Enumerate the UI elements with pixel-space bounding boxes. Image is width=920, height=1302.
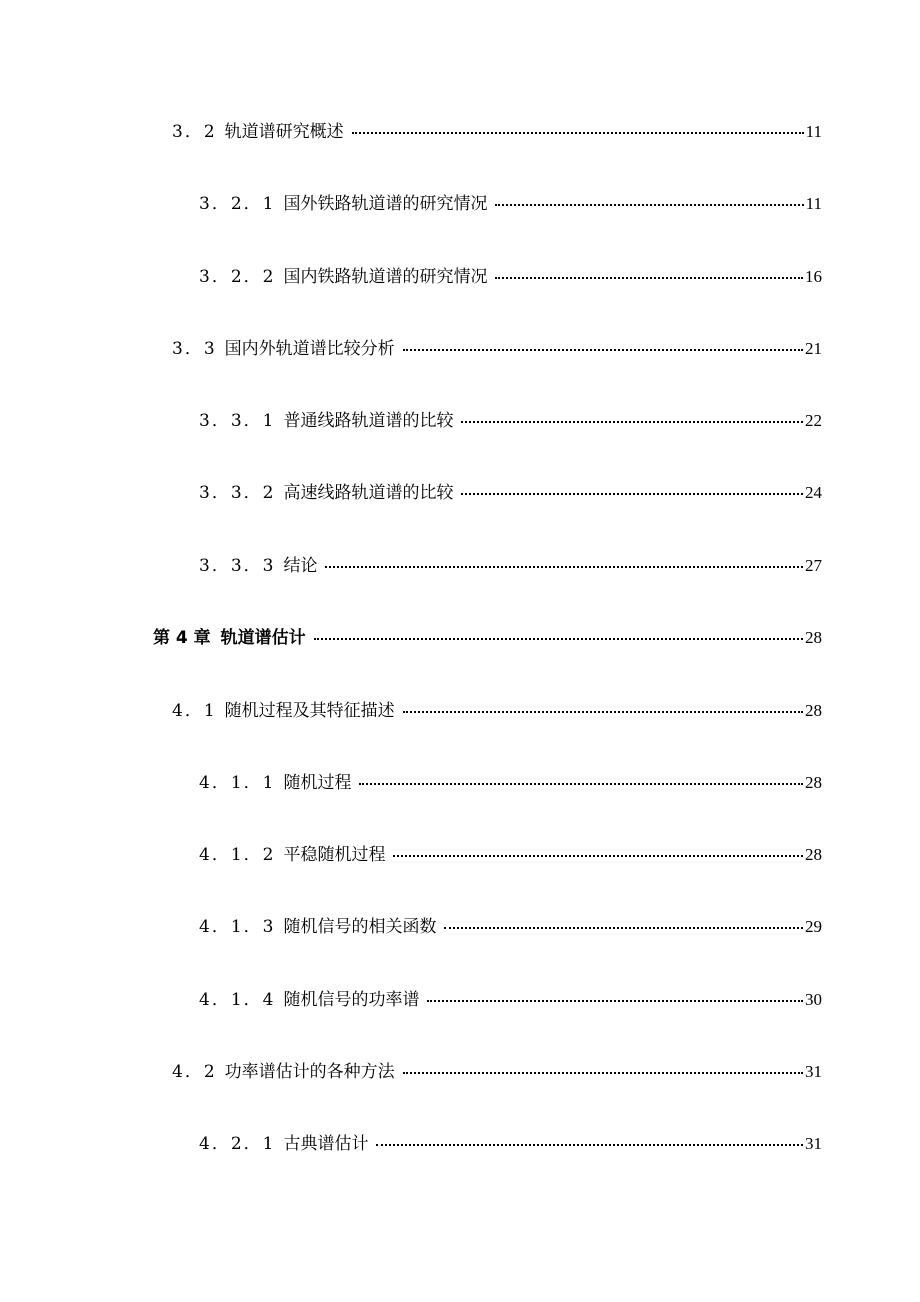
toc-entry-number: 3．2 [172, 122, 217, 142]
toc-entry-3-3-1[interactable] [199, 409, 822, 433]
toc-entry-3-2-2[interactable] [199, 265, 822, 289]
dot-leader [495, 204, 803, 206]
toc-entry-4-1-2[interactable] [199, 843, 822, 867]
toc-entry-title: 功率谱估计的各种方法 [224, 1062, 395, 1082]
toc-entry-3-2-1[interactable] [199, 192, 822, 216]
toc-entry-number: 3．2．2 [199, 267, 276, 287]
toc-entry-title: 随机信号的功率谱 [283, 990, 420, 1010]
toc-entry-title: 随机过程及其特征描述 [224, 701, 395, 721]
toc-entry-page: 16 [805, 267, 822, 286]
toc-entry-page: 11 [805, 194, 822, 213]
toc-entry-page: 28 [805, 845, 822, 864]
dot-leader [352, 132, 804, 134]
toc-entry-chapter-4[interactable] [153, 626, 822, 650]
toc-entry-number: 4．1．4 [199, 990, 276, 1010]
dot-leader [461, 493, 803, 495]
dot-leader [495, 277, 803, 279]
dot-leader [359, 783, 803, 785]
toc-chapter-title: 轨道谱估计 [220, 628, 306, 648]
toc-entry-number: 4．1．2 [199, 845, 276, 865]
toc-entry-4-1[interactable] [172, 699, 822, 723]
toc-entry-4-1-1[interactable] [199, 771, 822, 795]
toc-entry-number: 4．2．1 [199, 1134, 276, 1154]
toc-entry-number: 3．3．3 [199, 556, 276, 576]
toc-entry-number: 3．2．1 [199, 194, 276, 214]
toc-entry-title: 国外铁路轨道谱的研究情况 [283, 194, 488, 214]
dot-leader [376, 1144, 803, 1146]
toc-entry-title: 轨道谱研究概述 [224, 122, 344, 142]
toc-entry-title: 随机过程 [283, 773, 352, 793]
toc-entry-page: 28 [805, 701, 822, 720]
toc-entry-page: 11 [805, 122, 822, 141]
toc-entry-page: 27 [805, 556, 822, 575]
toc-entry-page: 31 [805, 1134, 822, 1153]
toc-entry-title: 结论 [283, 556, 318, 576]
toc-entry-page: 30 [805, 990, 822, 1009]
toc-chapter-number: 第 4 章 [153, 628, 211, 648]
toc-entry-4-2-1[interactable] [199, 1132, 822, 1156]
toc-entry-page: 24 [805, 483, 822, 502]
toc-entry-title: 国内外轨道谱比较分析 [224, 339, 395, 359]
dot-leader [427, 1000, 803, 1002]
toc-entry-page: 28 [805, 628, 822, 647]
toc-entry-number: 3．3 [172, 339, 217, 359]
toc-entry-page: 22 [805, 411, 822, 430]
toc-entry-4-1-4[interactable] [199, 988, 822, 1012]
dot-leader [393, 855, 803, 857]
dot-leader [325, 566, 803, 568]
toc-entry-page: 28 [805, 773, 822, 792]
toc-entry-title: 随机信号的相关函数 [283, 917, 437, 937]
toc-entry-number: 4．2 [172, 1062, 217, 1082]
toc-entry-page: 31 [805, 1062, 822, 1081]
dot-leader [403, 711, 803, 713]
dot-leader [444, 927, 803, 929]
toc-entry-3-3[interactable] [172, 337, 822, 361]
toc-entry-title: 平稳随机过程 [283, 845, 386, 865]
toc-entry-title: 高速线路轨道谱的比较 [283, 483, 454, 503]
toc-entry-title: 国内铁路轨道谱的研究情况 [283, 267, 488, 287]
toc-entry-title: 普通线路轨道谱的比较 [283, 411, 454, 431]
toc-entry-title: 古典谱估计 [283, 1134, 369, 1154]
dot-leader [314, 638, 803, 640]
toc-entry-number: 4．1．3 [199, 917, 276, 937]
toc-entry-3-3-3[interactable] [199, 554, 822, 578]
toc-entry-number: 4．1．1 [199, 773, 276, 793]
toc-entry-page: 29 [805, 917, 822, 936]
toc-entry-page: 21 [805, 339, 822, 358]
toc-entry-4-1-3[interactable] [199, 915, 822, 939]
toc-entry-3-3-2[interactable] [199, 481, 822, 505]
dot-leader [403, 349, 803, 351]
dot-leader [403, 1072, 803, 1074]
dot-leader [461, 421, 803, 423]
toc-entry-number: 4．1 [172, 701, 217, 721]
toc-entry-number: 3．3．2 [199, 483, 276, 503]
toc-entry-4-2[interactable] [172, 1060, 822, 1084]
toc-entry-number: 3．3．1 [199, 411, 276, 431]
toc-entry-3-2[interactable] [172, 120, 822, 144]
